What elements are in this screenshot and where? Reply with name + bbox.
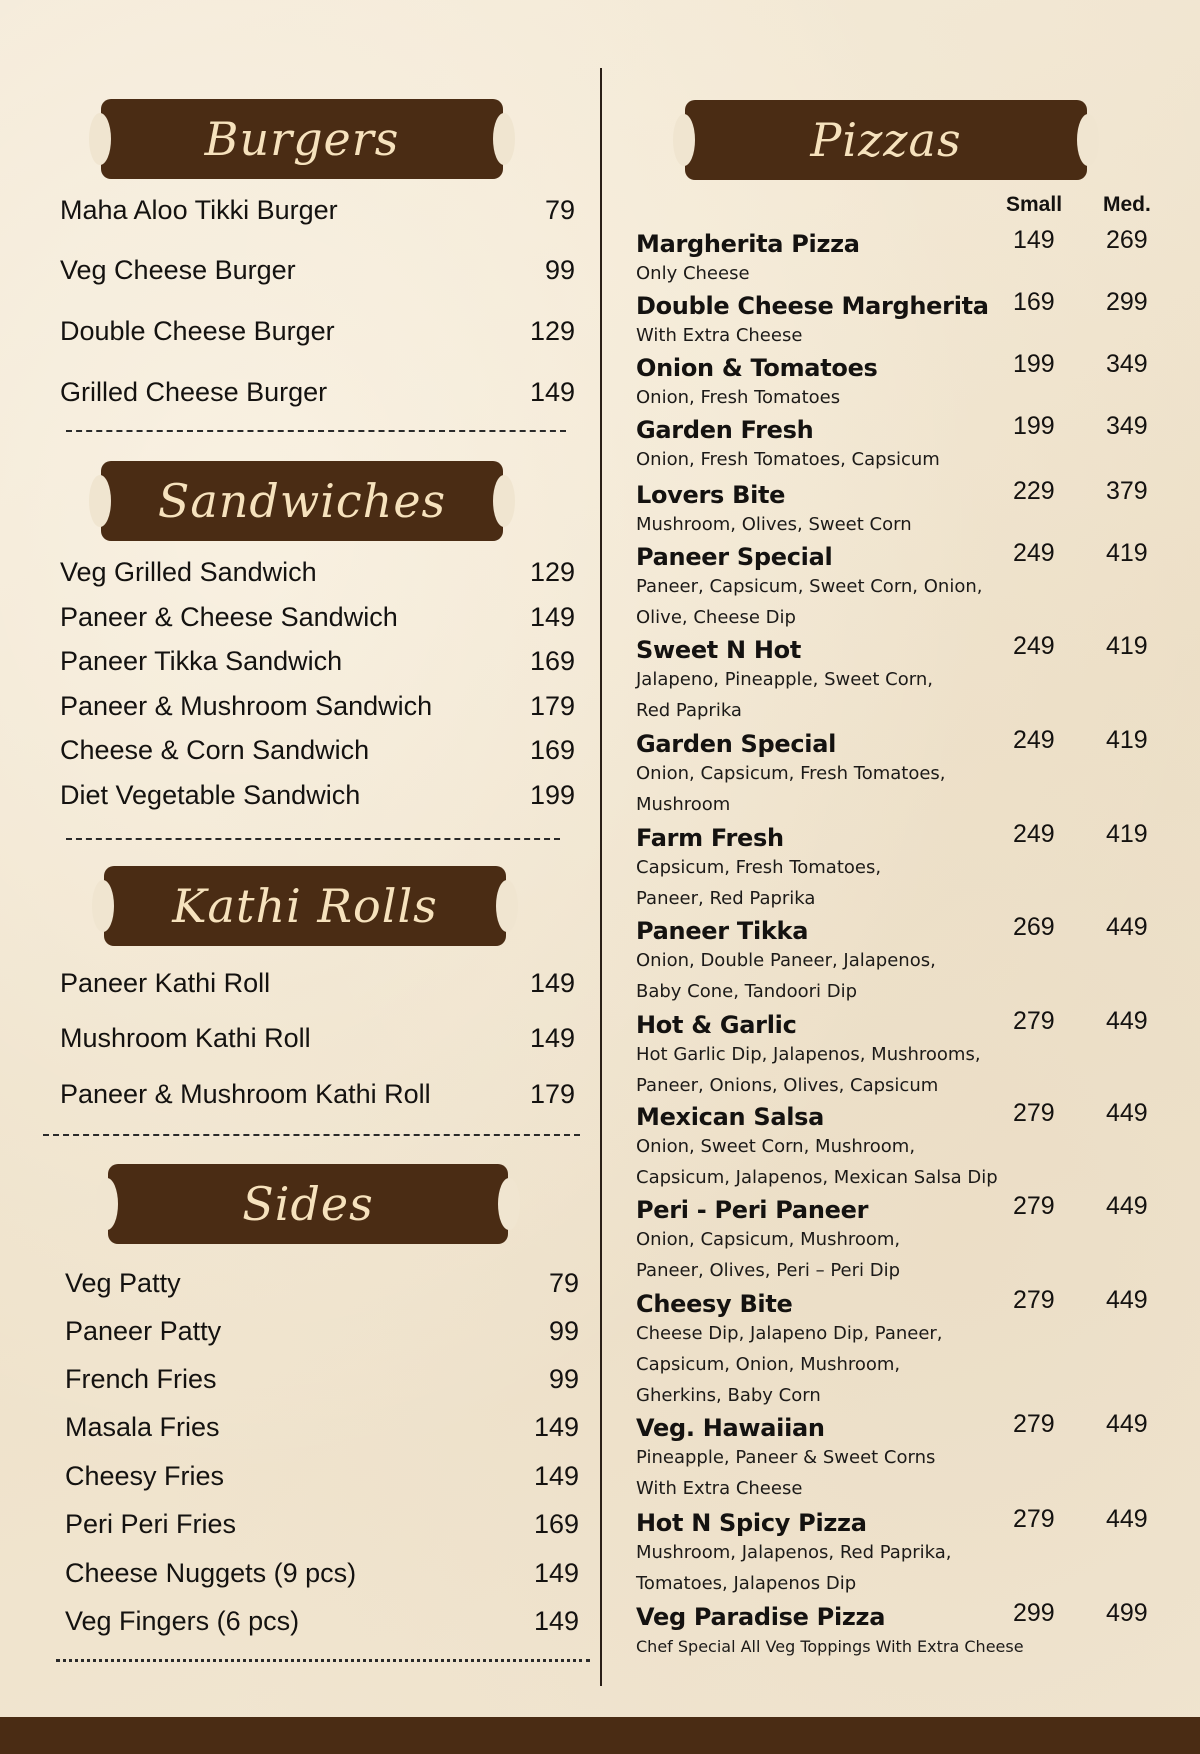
- pizza-description: Olive, Cheese Dip: [636, 607, 796, 628]
- pizza-item: [636, 1414, 1156, 1504]
- item-price: 149: [533, 1412, 579, 1442]
- column-header-medium: Med.: [1103, 193, 1151, 216]
- menu-item: [60, 557, 575, 588]
- burgers-title: Burgers: [204, 112, 400, 166]
- menu-item: [60, 602, 575, 633]
- price-small: 299: [1013, 1599, 1055, 1627]
- price-medium: 449: [1106, 1505, 1148, 1533]
- item-name: Veg Grilled Sandwich: [60, 557, 317, 587]
- pizza-description: Tomatoes, Jalapenos Dip: [636, 1573, 857, 1594]
- section-divider: [66, 838, 560, 840]
- item-price: 149: [533, 1558, 579, 1588]
- price-small: 169: [1013, 288, 1055, 316]
- pizza-description: Hot Garlic Dip, Jalapenos, Mushrooms,: [636, 1044, 981, 1065]
- item-name: Grilled Cheese Burger: [60, 377, 328, 407]
- item-price: 149: [529, 377, 575, 407]
- pizza-item: [636, 636, 1156, 726]
- item-price: 149: [529, 968, 575, 998]
- price-medium: 349: [1106, 412, 1148, 440]
- item-price: 99: [548, 1316, 579, 1346]
- section-divider: [66, 430, 566, 432]
- price-medium: 419: [1106, 632, 1148, 660]
- kathi-rolls-list: [60, 968, 575, 1109]
- price-small: 279: [1013, 1286, 1055, 1314]
- footer-bar: [0, 1717, 1200, 1754]
- pizza-name: Sweet N Hot: [636, 636, 802, 664]
- pizza-description: Onion, Double Paneer, Jalapenos,: [636, 950, 936, 971]
- item-name: Masala Fries: [65, 1412, 220, 1442]
- price-medium: 269: [1106, 226, 1148, 254]
- item-name: Mushroom Kathi Roll: [60, 1023, 311, 1053]
- kathi-rolls-title: Kathi Rolls: [172, 879, 438, 933]
- item-name: Peri Peri Fries: [65, 1509, 237, 1539]
- menu-item: [65, 1412, 579, 1443]
- pizza-description: With Extra Cheese: [636, 1478, 803, 1499]
- burgers-banner: [101, 99, 503, 179]
- pizza-item: [636, 481, 1156, 540]
- price-small: 279: [1013, 1505, 1055, 1533]
- pizza-name: Paneer Tikka: [636, 917, 809, 945]
- item-name: Cheese & Corn Sandwich: [60, 735, 370, 765]
- item-price: 79: [544, 195, 575, 225]
- price-medium: 449: [1106, 1099, 1148, 1127]
- price-medium: 419: [1106, 726, 1148, 754]
- pizza-description: Jalapeno, Pineapple, Sweet Corn,: [636, 669, 933, 690]
- pizza-name: Lovers Bite: [636, 481, 786, 509]
- pizza-item: [636, 1196, 1156, 1286]
- pizza-description: Onion, Capsicum, Mushroom,: [636, 1229, 901, 1250]
- price-small: 199: [1013, 412, 1055, 440]
- price-medium: 449: [1106, 913, 1148, 941]
- pizza-description: Chef Special All Veg Toppings With Extra Cheese: [636, 1637, 1024, 1656]
- pizza-item: [636, 292, 1156, 351]
- price-medium: 449: [1106, 1192, 1148, 1220]
- pizza-name: Hot N Spicy Pizza: [636, 1509, 867, 1537]
- pizza-description: Capsicum, Jalapenos, Mexican Salsa Dip: [636, 1167, 998, 1188]
- pizza-name: Margherita Pizza: [636, 230, 860, 258]
- menu-item: [65, 1268, 579, 1299]
- menu-item: [65, 1364, 579, 1395]
- pizza-item: [636, 1011, 1156, 1101]
- price-medium: 449: [1106, 1410, 1148, 1438]
- menu-item: [60, 316, 575, 347]
- price-medium: 449: [1106, 1007, 1148, 1035]
- pizza-item: [636, 1509, 1156, 1599]
- item-price: 99: [544, 255, 575, 285]
- item-price: 149: [529, 602, 575, 632]
- menu-item: [60, 735, 575, 766]
- pizza-description: Onion, Capsicum, Fresh Tomatoes,: [636, 763, 946, 784]
- item-price: 149: [533, 1606, 579, 1636]
- item-name: Paneer & Mushroom Sandwich: [60, 691, 433, 721]
- item-name: Paneer Kathi Roll: [60, 968, 271, 998]
- item-price: 169: [533, 1509, 579, 1539]
- item-name: Double Cheese Burger: [60, 316, 335, 346]
- item-name: Diet Vegetable Sandwich: [60, 780, 361, 810]
- menu-item: [65, 1316, 579, 1347]
- item-name: Cheesy Fries: [65, 1461, 225, 1491]
- kathi-rolls-banner: [104, 866, 506, 946]
- pizza-item: [636, 543, 1156, 633]
- pizza-description: Gherkins, Baby Corn: [636, 1385, 821, 1406]
- sandwiches-banner: [101, 461, 503, 541]
- price-small: 199: [1013, 350, 1055, 378]
- pizza-description: Paneer, Capsicum, Sweet Corn, Onion,: [636, 576, 983, 597]
- item-price: 129: [529, 316, 575, 346]
- item-name: Maha Aloo Tikki Burger: [60, 195, 338, 225]
- pizza-description: Paneer, Onions, Olives, Capsicum: [636, 1075, 939, 1096]
- sandwiches-list: [60, 557, 575, 817]
- pizza-name: Garden Special: [636, 730, 837, 758]
- pizza-name: Garden Fresh: [636, 416, 814, 444]
- pizza-description: Mushroom, Olives, Sweet Corn: [636, 514, 912, 535]
- item-name: Paneer Tikka Sandwich: [60, 646, 343, 676]
- menu-item: [65, 1558, 579, 1589]
- menu-item: [65, 1461, 579, 1492]
- pizza-description: With Extra Cheese: [636, 325, 803, 346]
- pizza-description: Capsicum, Onion, Mushroom,: [636, 1354, 901, 1375]
- menu-item: [60, 1079, 575, 1110]
- pizzas-title: Pizzas: [810, 113, 962, 167]
- item-name: Veg Fingers (6 pcs): [65, 1606, 300, 1636]
- price-small: 249: [1013, 820, 1055, 848]
- pizza-name: Farm Fresh: [636, 824, 784, 852]
- pizza-item: [636, 917, 1156, 1007]
- pizza-description: Onion, Sweet Corn, Mushroom,: [636, 1136, 916, 1157]
- sides-title: Sides: [242, 1177, 374, 1231]
- menu-item: [60, 646, 575, 677]
- column-divider: [600, 68, 602, 1686]
- pizza-item: [636, 416, 1156, 475]
- pizza-description: Mushroom: [636, 794, 731, 815]
- pizza-name: Cheesy Bite: [636, 1290, 793, 1318]
- item-name: French Fries: [65, 1364, 217, 1394]
- pizza-name: Double Cheese Margherita: [636, 292, 989, 320]
- item-name: Veg Cheese Burger: [60, 255, 296, 285]
- item-name: Paneer Patty: [65, 1316, 222, 1346]
- pizza-name: Peri - Peri Paneer: [636, 1196, 869, 1224]
- section-divider: [56, 1659, 590, 1662]
- pizza-description: Capsicum, Fresh Tomatoes,: [636, 857, 882, 878]
- price-small: 269: [1013, 913, 1055, 941]
- price-medium: 419: [1106, 539, 1148, 567]
- sides-list: [65, 1268, 579, 1648]
- pizza-name: Veg. Hawaiian: [636, 1414, 825, 1442]
- pizza-name: Mexican Salsa: [636, 1103, 825, 1131]
- menu-item: [60, 780, 575, 811]
- price-medium: 449: [1106, 1286, 1148, 1314]
- pizza-name: Veg Paradise Pizza: [636, 1603, 886, 1631]
- pizza-item: [636, 1103, 1156, 1193]
- menu-item: [60, 195, 575, 226]
- item-name: Paneer & Cheese Sandwich: [60, 602, 398, 632]
- item-price: 199: [529, 780, 575, 810]
- pizza-description: Onion, Fresh Tomatoes, Capsicum: [636, 449, 940, 470]
- menu-item: [65, 1606, 579, 1637]
- price-small: 249: [1013, 632, 1055, 660]
- item-name: Cheese Nuggets (9 pcs): [65, 1558, 357, 1588]
- pizza-description: Pineapple, Paneer & Sweet Corns: [636, 1447, 936, 1468]
- price-medium: 349: [1106, 350, 1148, 378]
- item-price: 179: [529, 1079, 575, 1109]
- price-small: 249: [1013, 726, 1055, 754]
- pizza-item: [636, 1603, 1156, 1662]
- item-price: 149: [529, 1023, 575, 1053]
- price-small: 279: [1013, 1099, 1055, 1127]
- pizza-description: Paneer, Red Paprika: [636, 888, 816, 909]
- item-price: 99: [548, 1364, 579, 1394]
- pizza-description: Cheese Dip, Jalapeno Dip, Paneer,: [636, 1323, 943, 1344]
- price-medium: 299: [1106, 288, 1148, 316]
- column-header-small: Small: [1006, 193, 1063, 216]
- pizzas-banner: [685, 100, 1087, 180]
- item-price: 129: [529, 557, 575, 587]
- pizza-description: Baby Cone, Tandoori Dip: [636, 981, 858, 1002]
- pizza-item: [636, 230, 1156, 289]
- pizza-name: Onion & Tomatoes: [636, 354, 878, 382]
- pizza-name: Hot & Garlic: [636, 1011, 797, 1039]
- sides-banner: [108, 1164, 508, 1244]
- menu-item: [60, 377, 575, 408]
- pizza-description: Red Paprika: [636, 700, 742, 721]
- item-name: Paneer & Mushroom Kathi Roll: [60, 1079, 431, 1109]
- item-price: 169: [529, 735, 575, 765]
- pizza-description: Paneer, Olives, Peri – Peri Dip: [636, 1260, 901, 1281]
- menu-item: [60, 691, 575, 722]
- price-medium: 419: [1106, 820, 1148, 848]
- price-small: 249: [1013, 539, 1055, 567]
- pizza-name: Paneer Special: [636, 543, 833, 571]
- menu-item: [60, 1023, 575, 1054]
- item-price: 169: [529, 646, 575, 676]
- pizza-description: Onion, Fresh Tomatoes: [636, 387, 841, 408]
- section-divider: [43, 1134, 580, 1136]
- item-price: 79: [548, 1268, 579, 1298]
- pizza-item: [636, 824, 1156, 914]
- burgers-list: [60, 195, 575, 415]
- price-small: 229: [1013, 477, 1055, 505]
- sandwiches-title: Sandwiches: [157, 474, 447, 528]
- price-small: 279: [1013, 1410, 1055, 1438]
- pizza-description: Only Cheese: [636, 263, 750, 284]
- item-name: Veg Patty: [65, 1268, 181, 1298]
- price-medium: 499: [1106, 1599, 1148, 1627]
- price-small: 279: [1013, 1192, 1055, 1220]
- pizza-item: [636, 1290, 1156, 1411]
- menu-item: [60, 968, 575, 999]
- item-price: 149: [533, 1461, 579, 1491]
- price-small: 149: [1013, 226, 1055, 254]
- pizza-description: Mushroom, Jalapenos, Red Paprika,: [636, 1542, 952, 1563]
- menu-item: [60, 255, 575, 286]
- price-medium: 379: [1106, 477, 1148, 505]
- pizza-item: [636, 354, 1156, 413]
- price-small: 279: [1013, 1007, 1055, 1035]
- item-price: 179: [529, 691, 575, 721]
- pizza-item: [636, 730, 1156, 820]
- menu-item: [65, 1509, 579, 1540]
